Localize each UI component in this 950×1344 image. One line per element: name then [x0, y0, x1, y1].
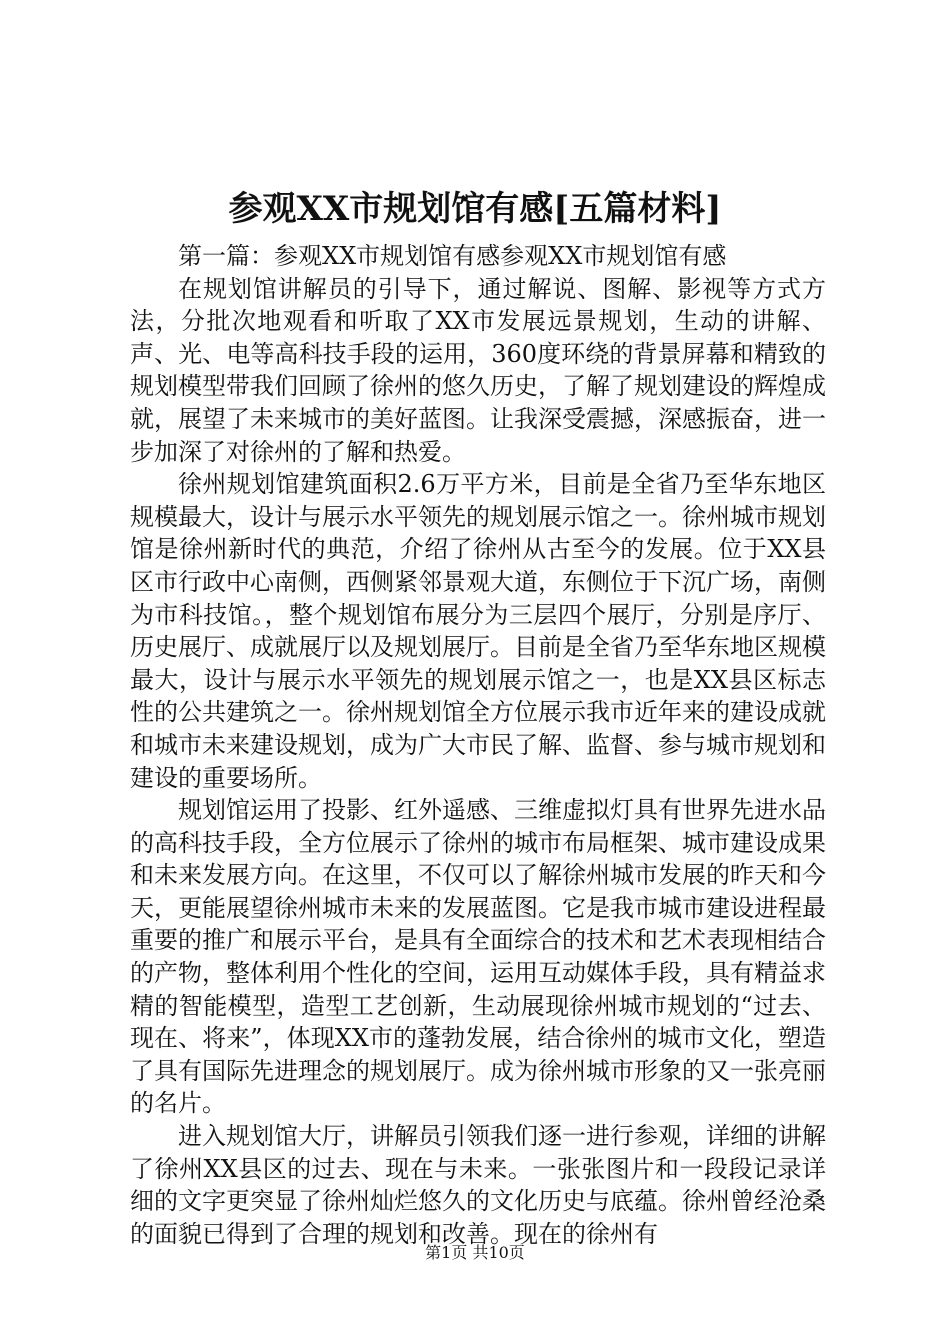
paragraph: 进入规划馆大厅，讲解员引领我们逐一进行参观，详细的讲解了徐州XX县区的过去、现在与未来。一张张图片和一段段记录详细的文字更突显了徐州灿烂悠久的文化历史与底蕴。徐州曾经沧桑的面貌已得到了合理的规划和改善。现在的徐州有: [130, 1122, 826, 1248]
paragraph: 规划馆运用了投影、红外遥感、三维虚拟灯具有世界先进水品的高科技手段，全方位展示了徐州的城市布局框架、城市建设成果和未来发展方向。在这里，不仅可以了解徐州城市发展的昨天和今天，更能展望徐州城市未来的发展蓝图。它是我市城市建设进程最重要的推广和展示平台，是具有全面综合的技术和艺术表现相结合的产物，整体利用个性化的空间，运用互动媒体手段，具有精益求精的智能模型，造型工艺创新，生动展现徐州城市规划的“过去、现在、将来”，体现XX市的蓬勃发展，结合徐州的城市文化，塑造了具有国际先进理念的规划展厅。成为徐州城市形象的又一张亮丽的名片。: [130, 796, 826, 1118]
page-footer: 第1页 共10页: [425, 1243, 525, 1262]
document-body: [130, 240, 826, 1250]
paragraph-heading: 第一篇：参观XX市规划馆有感参观XX市规划馆有感: [178, 242, 727, 270]
paragraph: 在规划馆讲解员的引导下，通过解说、图解、影视等方式方法，分批次地观看和听取了XX市发展远景规划，生动的讲解、声、光、电等高科技手段的运用，360度环绕的背景屏幕和精致的规划模型带我们回顾了徐州的悠久历史，了解了规划建设的辉煌成就，展望了未来城市的美好蓝图。让我深受震撼，深感振奋，进一步加深了对徐州的了解和热爱。: [130, 274, 826, 466]
document-title: 参观XX市规划馆有感[五篇材料]: [228, 189, 722, 229]
paragraph: 徐州规划馆建筑面积2.6万平方米，目前是全省乃至华东地区规模最大，设计与展示水平领先的规划展示馆之一。徐州城市规划馆是徐州新时代的典范，介绍了徐州从古至今的发展。位于XX县区市行政中心南侧，西侧紧邻景观大道，东侧位于下沉广场，南侧为市科技馆。，整个规划馆布展分为三层四个展厅，分别是序厅、历史展厅、成就展厅以及规划展厅。目前是全省乃至华东地区规模最大，设计与展示水平领先的规划展示馆之一，也是XX县区标志性的公共建筑之一。徐州规划馆全方位展示我市近年来的建设成就和城市未来建设规划，成为广大市民了解、监督、参与城市规划和建设的重要场所。: [130, 470, 826, 792]
